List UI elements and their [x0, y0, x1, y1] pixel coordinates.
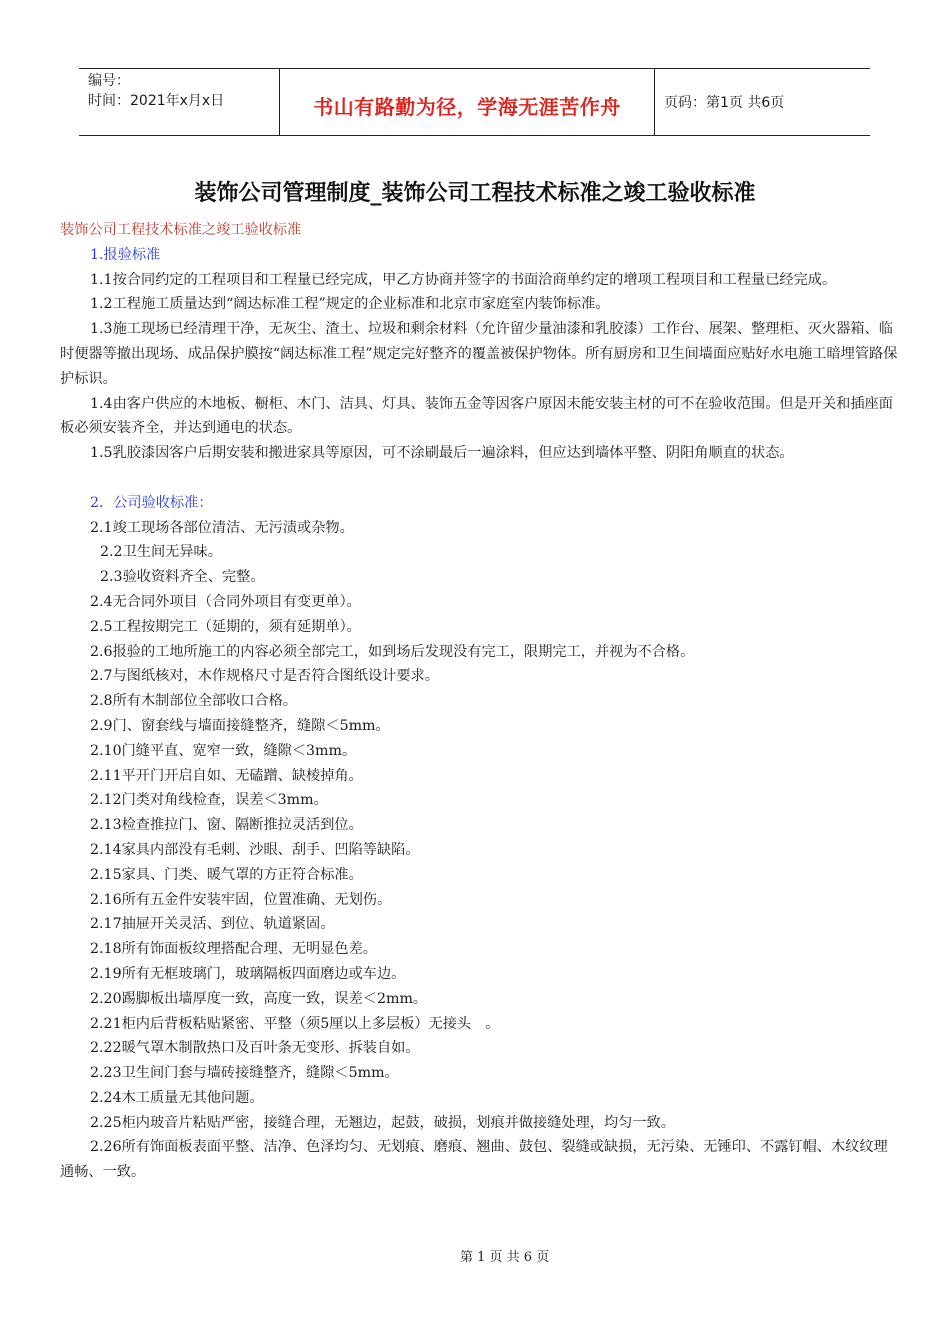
list-item: 2.1竣工现场各部位清洁、无污渍或杂物。 [90, 519, 354, 536]
header-page-cell [655, 69, 870, 135]
list-item: 2.6报验的工地所施工的内容必须全部完工，如到场后发现没有完工，限期完工，并视为不合格。 [90, 643, 695, 660]
spacer [60, 466, 900, 491]
paragraph: 1.1按合同约定的工程项目和工程量已经完成，甲乙方协商并签字的书面洽商单约定的增项工程项目和工程量已经完成。 [90, 271, 837, 288]
section-1-heading: 1.报验标准 [90, 246, 161, 263]
paragraph: 1.4由客户供应的木地板、橱柜、木门、洁具、灯具、装饰五金等因客户原因未能安装主材的可不在验收范围。但是开关和插座面板必须安装齐全，并达到通电的状态。 [60, 395, 893, 437]
list-item: 2.22暖气罩木制散热口及百叶条无变形、拆装自如。 [90, 1040, 420, 1057]
header-meta [79, 69, 280, 135]
list-item: 2.2卫生间无异味。 [100, 544, 222, 561]
time-label: 时间：2021年x月x日 [88, 93, 225, 109]
motto: 书山有路勤为径，学海无涯苦作舟 [313, 95, 621, 119]
list-item: 2.13检查推拉门、窗、隔断推拉灵活到位。 [90, 817, 363, 834]
page-label: 页码：第1页 共6页 [664, 95, 785, 111]
list-item: 2.12门类对角线检查，误差＜3mm。 [90, 792, 328, 809]
list-item: 2.11平开门开启自如、无磕蹭、缺棱掉角。 [90, 767, 363, 784]
list-item: 2.7与图纸核对，木作规格尺寸是否符合图纸设计要求。 [90, 668, 439, 685]
list-item: 2.4无合同外项目（合同外项目有变更单）。 [90, 593, 361, 610]
paragraph: 1.2工程施工质量达到“阔达标准工程”规定的企业标准和北京市家庭室内装饰标准。 [90, 296, 610, 313]
list-item: 2.25柜内玻音片粘贴严密，接缝合理，无翘边，起鼓，破损，划痕并做接缝处理，均匀一致。 [90, 1114, 675, 1131]
list-item: 2.19所有无框玻璃门，玻璃隔板四面磨边或车边。 [90, 965, 406, 982]
list-item: 2.3验收资料齐全、完整。 [100, 569, 265, 586]
page-footer: 第 1 页 共 6 页 [460, 1250, 550, 1265]
list-item: 2.16所有五金件安装牢固，位置准确、无划伤。 [90, 891, 392, 908]
list-item: 2.9门、窗套线与墙面接缝整齐，缝隙＜5mm。 [90, 717, 390, 734]
document-body [60, 218, 900, 1185]
list-item: 2.5工程按期完工（延期的，须有延期单）。 [90, 618, 361, 635]
subtitle: 装饰公司工程技术标准之竣工验收标准 [60, 222, 302, 238]
page-header [79, 68, 870, 136]
list-item: 2.17抽屉开关灵活、到位、轨道紧固。 [90, 916, 335, 933]
list-item: 2.14家具内部没有毛刺、沙眼、刮手、凹陷等缺陷。 [90, 841, 420, 858]
list-item: 2.8所有木制部位全部收口合格。 [90, 693, 298, 710]
paragraph: 1.5乳胶漆因客户后期安装和搬进家具等原因，可不涂刷最后一遍涂料，但应达到墙体平整、阴阳角顺直的状态。 [90, 445, 794, 462]
list-item: 2.23卫生间门套与墙砖接缝整齐，缝隙＜5mm。 [90, 1065, 399, 1082]
section-2-heading: 2．公司验收标准： [90, 494, 213, 511]
list-item: 2.20踢脚板出墙厚度一致，高度一致，误差＜2mm。 [90, 990, 428, 1007]
header-motto-cell [280, 69, 655, 135]
list-item: 2.10门缝平直、宽窄一致，缝隙＜3mm。 [90, 742, 357, 759]
list-item: 2.21柜内后背板粘贴紧密、平整（须5厘以上多层板）无接头 。 [90, 1015, 500, 1032]
list-item: 2.24木工质量无其他问题。 [90, 1089, 264, 1106]
list-item: 2.18所有饰面板纹理搭配合理、无明显色差。 [90, 941, 377, 958]
paragraph: 1.3施工现场已经清理干净，无灰尘、渣土、垃圾和剩余材料（允许留少量油漆和乳胶漆）工作台、展架、整理柜、灭火器箱、临时便器等撤出现场、成品保护膜按“阔达标准工程”规定完好整齐的覆盖被保护物体。所有厨房和卫生间墙面应贴好水电施工暗埋管路保护标识。 [60, 321, 898, 387]
list-item: 2.15家具、门类、暖气罩的方正符合标准。 [90, 866, 363, 883]
list-item: 2.26所有饰面板表面平整、洁净、色泽均匀、无划痕、磨痕、翘曲、鼓包、裂缝或缺损，无污染、无锤印、不露钉帽、木纹纹理通畅、一致。 [60, 1139, 888, 1181]
document-title: 装饰公司管理制度_装饰公司工程技术标准之竣工验收标准 [194, 181, 756, 206]
number-label: 编号： [88, 73, 130, 89]
